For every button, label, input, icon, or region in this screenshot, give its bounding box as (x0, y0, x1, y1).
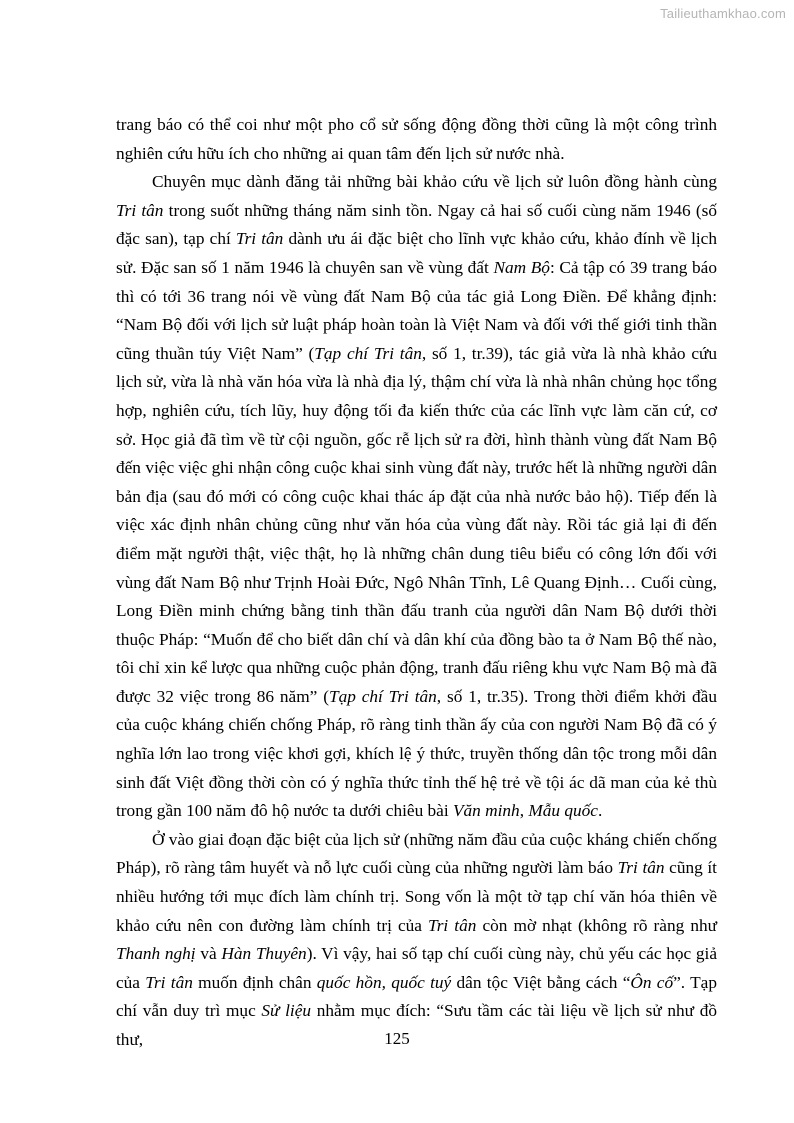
italic-text: Tri tân (428, 915, 477, 935)
paragraph (116, 826, 717, 1055)
text-run: và (195, 944, 222, 964)
text-run: , số 1, tr.35). Trong thời điểm khởi đầu của cuộc kháng chiến chống Pháp, rõ ràng tinh thần ấy của con người Nam Bộ đã có ý nghĩa lớn lao trong việc khơi gợi, khích lệ ý thức, truyền thống dân tộc trong mỗi dân sinh đất Việt đồng thời còn có ý nghĩa thức tỉnh thế hệ trẻ về tội ác dã man của kẻ thù trong gần 100 năm đô hộ nước ta dưới chiêu bài (116, 686, 717, 821)
italic-text: Ôn cố (630, 972, 674, 992)
italic-text: quốc hồn, quốc tuý (316, 972, 452, 992)
body-text (116, 111, 717, 1055)
italic-text: Tri tân (116, 200, 164, 220)
text-run: trang báo có thể coi như một pho cổ sử sống động đồng thời cũng là một công trình nghiên cứu hữu ích cho những ai quan tâm đến lịch sử nước nhà. (116, 115, 717, 163)
text-run: ”. Tạp chí vẫn duy trì mục (116, 972, 717, 1021)
italic-text: Mẫu quốc (528, 801, 598, 821)
italic-text: Tri tân (235, 229, 284, 249)
italic-text: Tạp chí Tri tân (328, 686, 437, 706)
text-run: , (519, 801, 529, 821)
italic-text: Tri tân (145, 972, 193, 992)
italic-text: Tri tân (617, 858, 665, 878)
text-run: , số 1, tr.39), tác giả vừa là nhà khảo cứu lịch sử, vừa là nhà văn hóa vừa là nhà địa lý, thậm chí vừa là nhà nhân chủng học tổng hợp, nghiên cứu, tích lũy, huy động tối đa kiến thức của các lĩnh vực làm căn cứ, cơ sở. Học giả đã tìm về từ cội nguồn, gốc rễ lịch sử ra đời, hình thành vùng đất Nam Bộ đến việc việc ghi nhận công cuộc khai sinh vùng đất này, trước hết là những người dân bản địa (sau đó mới có công cuộc khai thác áp đặt của nhà nước bảo hộ). Tiếp đến là việc xác định nhân chủng cũng như văn hóa của vùng đất này. Rồi tác giả lại đi đến điểm mặt người thật, việc thật, họ là những chân dung tiêu biểu có công lớn đối với vùng đất Nam Bộ như Trịnh Hoài Đức, Ngô Nhân Tĩnh, Lê Quang Định… Cuối cùng, Long Điền minh chứng bằng tinh thần đấu tranh của người dân Nam Bộ dưới thời thuộc Pháp: “Muốn để cho biết dân chí và dân khí của đồng bào ta ở Nam Bộ thế nào, tôi chỉ xin kể lược qua những cuộc phản động, tranh đấu riêng khu vực Nam Bộ mà đã được 32 việc trong 86 năm” ( (116, 343, 718, 706)
italic-text: Sử liệu (261, 1001, 312, 1021)
paragraph (116, 168, 717, 826)
watermark-text: Tailieuthamkhao.com (660, 6, 786, 21)
text-run: còn mờ nhạt (không rõ ràng như (476, 915, 717, 935)
italic-text: Tạp chí Tri tân (314, 343, 422, 363)
page-number: 125 (384, 1029, 410, 1048)
paragraph (116, 111, 717, 168)
text-run: Ở vào giai đoạn đặc biệt của lịch sử (những năm đầu của cuộc kháng chiến chống Pháp), rõ ràng tâm huyết và nỗ lực cuối cùng của những người làm báo (116, 829, 717, 878)
text-run: trong suốt những tháng năm sinh tồn. Ngay cả hai số cuối cùng năm 1946 (số đặc san), tạp chí (116, 200, 717, 249)
text-run: . (597, 801, 603, 821)
text-run: ). Vì vậy, hai số tạp chí cuối cùng này, chủ yếu các học giả của (116, 944, 717, 992)
text-run: dành ưu ái đặc biệt cho lĩnh vực khảo cứu, khảo đính về lịch sử. Đặc san số 1 năm 1946 là chuyên san về vùng đất (116, 229, 717, 277)
text-run: nhằm mục đích: “Sưu tầm các tài liệu về lịch sử như đồ thư, (116, 1001, 717, 1049)
italic-text: Văn minh (452, 801, 520, 821)
text-run: : Cả tập có 39 trang báo thì có tới 36 trang nói về vùng đất Nam Bộ của tác giả Long Điền. Để khẳng định: “Nam Bộ đối với lịch sử luật pháp hoàn toàn là Việt Nam và đối với thế giới tinh thần cũng thuần túy Việt Nam” ( (116, 257, 717, 363)
text-run: dân tộc Việt bằng cách “ (451, 972, 631, 992)
italic-text: Hàn Thuyên (221, 944, 307, 964)
text-run: muốn định chân (192, 972, 317, 992)
italic-text: Nam Bộ (493, 257, 550, 277)
text-run: cũng ít nhiều hướng tới mục đích làm chính trị. Song vốn là một tờ tạp chí văn hóa thiên về khảo cứu nên con đường làm chính trị của (116, 858, 717, 935)
italic-text: Thanh nghị (116, 944, 196, 964)
text-run: Chuyên mục dành đăng tải những bài khảo cứu về lịch sử luôn đồng hành cùng (152, 172, 717, 192)
